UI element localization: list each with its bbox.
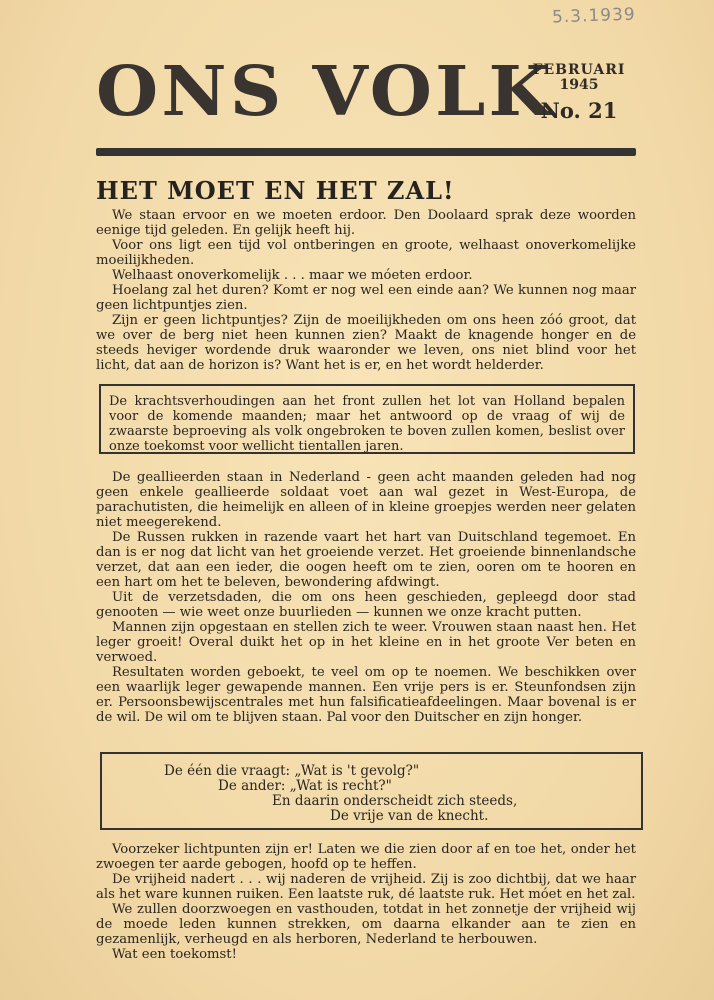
masthead-title: ONS VOLK — [96, 52, 554, 132]
poem-line: De één die vraagt: „Wat is 't gevolg?" — [164, 763, 420, 779]
paragraph: Hoelang zal het duren? Komt er nog wel een einde aan? We kunnen nog maar geen lichtpuntjes zien. — [96, 283, 636, 313]
poem-line: En daarin onderscheidt zich steeds, — [272, 793, 518, 809]
paragraph: Wat een toekomst! — [112, 947, 237, 962]
paragraph: De vrijheid nadert . . . wij naderen de vrijheid. Zij is zoo dichtbij, dat we haar als het ware kunnen ruiken. Een laatste ruk, dé laatste ruk. Het móet en het zal. — [96, 872, 636, 902]
issue-month: FEBRUARI — [532, 62, 626, 78]
paragraph: Voorzeker lichtpunten zijn er! Laten we die zien door af en toe het, onder het zwoegen ter aarde gebogen, hoofd op te heffen. — [96, 842, 636, 872]
paragraph: We staan ervoor en we moeten erdoor. Den Doolaard sprak deze woorden eenige tijd geleden. En gelijk heeft hij. — [96, 208, 636, 238]
paragraph: Voor ons ligt een tijd vol ontberingen en groote, welhaast onoverkomelijke moeilijkheden. — [96, 238, 636, 268]
paragraph: Zijn er geen lichtpuntjes? Zijn de moeilijkheden om ons heen zóó groot, dat we over de berg niet heen kunnen zien? Maakt de knagende honger en de steeds heviger wordende druk waaronder we leven, ons niet blind voor het licht, dat aan de horizon is? Want het is er, en het wordt helderder. — [96, 313, 636, 373]
poem-line: De ander: „Wat is recht?" — [218, 778, 392, 794]
framed-statement — [99, 384, 635, 454]
poem-line: De vrije van de knecht. — [330, 808, 489, 824]
paragraph: We zullen doorzwoegen en vasthouden, totdat in het zonnetje der vrijheid wij de moede leden kunnen strekken, om daarna elkander aan te zien en gezamenlijk, verheugd en als herboren, Nederland te herbouwen. — [96, 902, 636, 947]
paragraph: Uit de verzetsdaden, die om ons heen geschieden, gepleegd door stad genooten — wie weet onze buurlieden — kunnen we onze kracht putten. — [96, 590, 636, 620]
issue-info — [524, 62, 634, 123]
paragraph: De Russen rukken in razende vaart het hart van Duitschland tegemoet. En dan is er nog dat licht van het groeiende verzet. Het groeiende binnenlandsche verzet, dat aan een ieder, die oogen heeft om te zien, ooren om te hooren en een hart om het te beleven, bewondering afdwingt. — [96, 530, 636, 590]
article-headline: HET MOET EN HET ZAL! — [96, 176, 455, 205]
archive-pencil-note: 5.3.1939 — [551, 4, 637, 28]
paragraph: Welhaast onoverkomelijk . . . maar we móeten erdoor. — [112, 268, 473, 283]
paragraph: Mannen zijn opgestaan en stellen zich te weer. Vrouwen staan naast hen. Het leger groeit! Overal duikt het op in het kleine en in het groote Ver beten en verwoed. — [96, 620, 636, 665]
intro-section — [96, 208, 636, 373]
paragraph: De geallieerden staan in Nederland - geen acht maanden geleden had nog geen enkele geallieerde soldaat voet aan wal gezet in West-Europa, de parachutisten, die heimelijk en alleen of in kleine groepjes werden neer gelaten niet meegerekend. — [96, 470, 636, 530]
middle-section — [96, 470, 636, 725]
framed-statement-text: De krachtsverhoudingen aan het front zullen het lot van Holland bepalen voor de komende maanden; maar het antwoord op de vraag of wij de zwaarste beproeving als volk ongebroken te boven zullen komen, beslist over onze toekomst voor wellicht tientallen jaren. — [109, 394, 625, 454]
issue-number: No. 21 — [540, 98, 618, 123]
framed-poem — [100, 752, 643, 830]
paragraph: Resultaten worden geboekt, te veel om op te noemen. We beschikken over een waarlijk leger gewapende mannen. Een vrije pers is er. Steunfondsen zijn er. Persoonsbewijscentrales met hun falsificatieafdeelingen. Maar bovenal is er de wil. De wil om te blijven staan. Pal voor den Duitscher en zijn honger. — [96, 665, 636, 725]
closing-section — [96, 842, 636, 962]
issue-year: 1945 — [559, 77, 599, 93]
masthead-rule — [96, 148, 636, 156]
